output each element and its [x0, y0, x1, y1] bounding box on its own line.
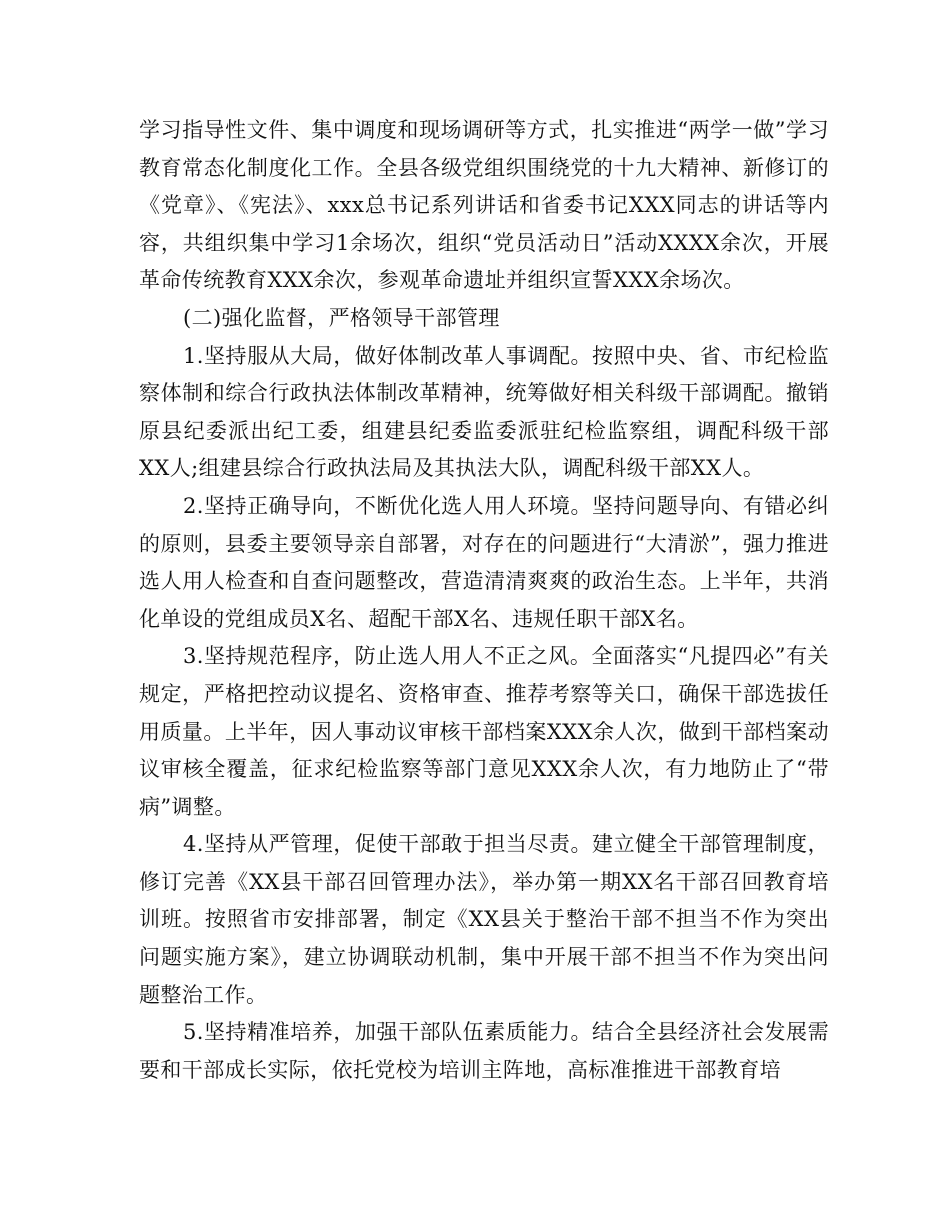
body-paragraph-item-1: 1.坚持服从大局，做好体制改革人事调配。按照中央、省、市纪检监察体制和综合行政执法体制改革精神，统筹做好相关科级干部调配。撤销原县纪委派出纪工委，组建县纪委监委派驻纪检监察组，调配科级干部XX人;组建县综合行政执法局及其执法大队，调配科级干部XX人。 — [139, 343, 829, 481]
document-body — [139, 112, 829, 1089]
body-paragraph-item-5: 5.坚持精准培养，加强干部队伍素质能力。结合全县经济社会发展需要和干部成长实际，依托党校为培训主阵地，高标准推进干部教育培 — [139, 1020, 829, 1082]
body-paragraph-item-3: 3.坚持规范程序，防止选人用人不正之风。全面落实“凡提四必”有关规定，严格把控动议提名、资格审查、推荐考察等关口，确保干部选拔任用质量。上半年，因人事动议审核干部档案XXX余人次，做到干部档案动议审核全覆盖，征求纪检监察等部门意见XXX余人次，有力地防止了“带病”调整。 — [139, 644, 829, 819]
body-paragraph-item-2: 2.坚持正确导向，不断优化选人用人环境。坚持问题导向、有错必纠的原则，县委主要领导亲自部署，对存在的问题进行“大清淤”，强力推进选人用人检查和自查问题整改，营造清清爽爽的政治生态。上半年，共消化单设的党组成员X名、超配干部X名、违规任职干部X名。 — [139, 493, 829, 631]
section-heading: (二)强化监督，严格领导干部管理 — [183, 305, 500, 330]
body-paragraph-continued: 学习指导性文件、集中调度和现场调研等方式，扎实推进“两学一做”学习教育常态化制度化工作。全县各级党组织围绕党的十九大精神、新修订的《党章》、《宪法》、xxx总书记系列讲话和省委书记XXX同志的讲话等内容，共组织集中学习1余场次，组织“党员活动日”活动XXXX余次，开展革命传统教育XXX余次，参观革命遗址并组织宣誓XXX余场次。 — [139, 118, 829, 293]
body-paragraph-item-4: 4.坚持从严管理，促使干部敢于担当尽责。建立健全干部管理制度，修订完善《XX县干部召回管理办法》，举办第一期XX名干部召回教育培训班。按照省市安排部署，制定《XX县关于整治干部不担当不作为突出问题实施方案》，建立协调联动机制，集中开展干部不担当不作为突出问题整治工作。 — [139, 832, 829, 1007]
